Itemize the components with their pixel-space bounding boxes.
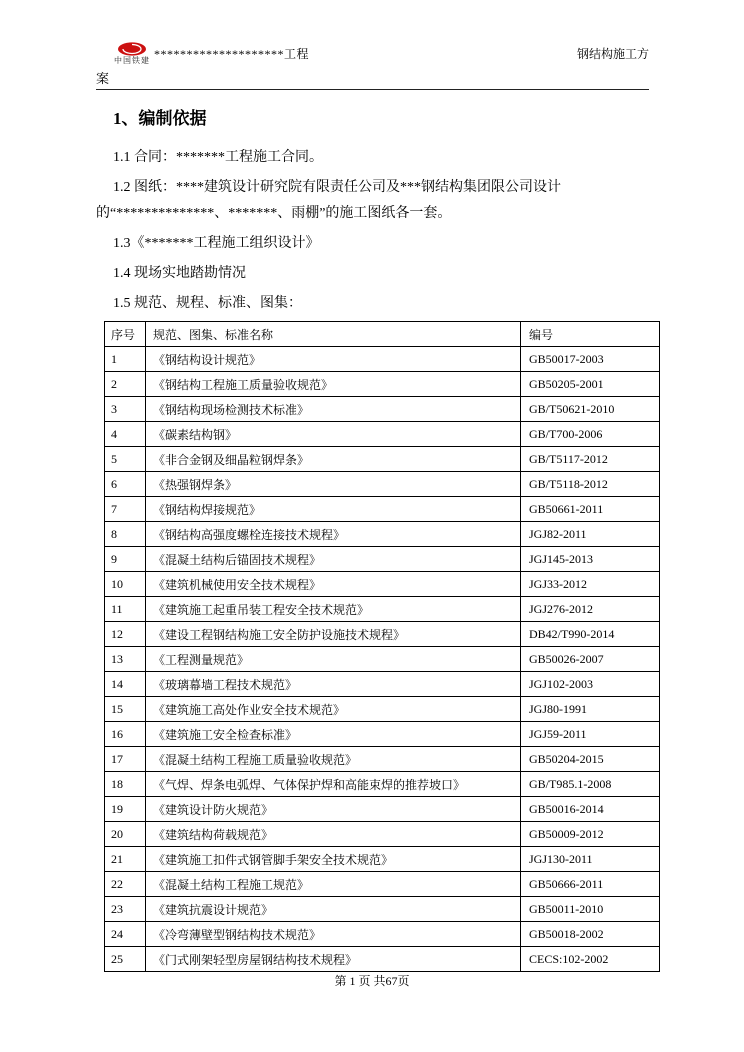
table-cell-no: 1 bbox=[105, 347, 146, 372]
table-row bbox=[105, 847, 660, 872]
table-header-cell: 规范、图集、标准名称 bbox=[146, 322, 521, 347]
standards-table-header-row bbox=[105, 322, 660, 347]
table-cell-name: 《工程测量规范》 bbox=[146, 647, 521, 672]
table-cell-name: 《非合金钢及细晶粒钢焊条》 bbox=[146, 447, 521, 472]
table-cell-name: 《建筑抗震设计规范》 bbox=[146, 897, 521, 922]
table-cell-name: 《建筑施工安全检查标准》 bbox=[146, 722, 521, 747]
table-cell-no: 10 bbox=[105, 572, 146, 597]
table-cell-code: CECS:102-2002 bbox=[521, 947, 660, 972]
table-cell-code: GB/T700-2006 bbox=[521, 422, 660, 447]
table-row bbox=[105, 747, 660, 772]
logo-caption: 中国铁建 bbox=[114, 56, 150, 65]
table-header-cell: 编号 bbox=[521, 322, 660, 347]
table-cell-no: 14 bbox=[105, 672, 146, 697]
table-row bbox=[105, 722, 660, 747]
crcc-logo bbox=[114, 42, 150, 65]
table-cell-no: 24 bbox=[105, 922, 146, 947]
table-cell-code: GB50661-2011 bbox=[521, 497, 660, 522]
table-cell-no: 12 bbox=[105, 622, 146, 647]
table-cell-name: 《建筑机械使用安全技术规程》 bbox=[146, 572, 521, 597]
table-cell-no: 20 bbox=[105, 822, 146, 847]
table-cell-code: GB50018-2002 bbox=[521, 922, 660, 947]
table-cell-code: JGJ59-2011 bbox=[521, 722, 660, 747]
paragraph-contract: 1.1 合同：*******工程施工合同。 bbox=[113, 150, 323, 165]
header-project-text: ********************工程 bbox=[154, 47, 310, 61]
table-row bbox=[105, 822, 660, 847]
table-cell-no: 8 bbox=[105, 522, 146, 547]
crcc-logo-icon bbox=[117, 42, 147, 56]
table-cell-code: GB/T5117-2012 bbox=[521, 447, 660, 472]
table-row bbox=[105, 547, 660, 572]
header-wrapped-char: 案 bbox=[96, 71, 110, 86]
table-cell-no: 22 bbox=[105, 872, 146, 897]
table-row bbox=[105, 697, 660, 722]
table-row bbox=[105, 497, 660, 522]
page-content bbox=[96, 42, 649, 972]
table-cell-code: GB50204-2015 bbox=[521, 747, 660, 772]
table-cell-no: 4 bbox=[105, 422, 146, 447]
table-cell-name: 《混凝土结构工程施工质量验收规范》 bbox=[146, 747, 521, 772]
table-row bbox=[105, 897, 660, 922]
table-row bbox=[105, 672, 660, 697]
table-cell-code: GB50016-2014 bbox=[521, 797, 660, 822]
paragraph-drawings: 1.2 图纸：****建筑设计研究院有限责任公司及***钢结构集团限公司设计的“**************、*******、雨棚”的施工图纸各一套。 bbox=[96, 180, 561, 221]
table-row bbox=[105, 797, 660, 822]
table-row bbox=[105, 772, 660, 797]
table-cell-name: 《钢结构高强度螺栓连接技术规程》 bbox=[146, 522, 521, 547]
paragraph-org-design: 1.3《*******工程施工组织设计》 bbox=[113, 236, 320, 251]
table-row bbox=[105, 622, 660, 647]
table-cell-code: GB/T985.1-2008 bbox=[521, 772, 660, 797]
table-cell-code: JGJ145-2013 bbox=[521, 547, 660, 572]
table-cell-no: 6 bbox=[105, 472, 146, 497]
table-cell-code: JGJ276-2012 bbox=[521, 597, 660, 622]
paragraph-standards-intro: 1.5 规范、规程、标准、图集： bbox=[113, 296, 302, 311]
table-cell-name: 《钢结构焊接规范》 bbox=[146, 497, 521, 522]
table-cell-name: 《钢结构设计规范》 bbox=[146, 347, 521, 372]
table-cell-code: JGJ130-2011 bbox=[521, 847, 660, 872]
table-cell-name: 《建设工程钢结构施工安全防护设施技术规程》 bbox=[146, 622, 521, 647]
table-cell-code: GB50205-2001 bbox=[521, 372, 660, 397]
header-line-1 bbox=[96, 42, 649, 65]
table-cell-name: 《玻璃幕墙工程技术规范》 bbox=[146, 672, 521, 697]
table-cell-code: JGJ102-2003 bbox=[521, 672, 660, 697]
table-cell-code: GB50011-2010 bbox=[521, 897, 660, 922]
table-cell-no: 18 bbox=[105, 772, 146, 797]
table-cell-code: JGJ33-2012 bbox=[521, 572, 660, 597]
table-row bbox=[105, 347, 660, 372]
table-cell-no: 5 bbox=[105, 447, 146, 472]
table-cell-name: 《建筑结构荷载规范》 bbox=[146, 822, 521, 847]
table-row bbox=[105, 422, 660, 447]
table-cell-no: 16 bbox=[105, 722, 146, 747]
table-row bbox=[105, 872, 660, 897]
table-row bbox=[105, 947, 660, 972]
table-cell-name: 《碳素结构钢》 bbox=[146, 422, 521, 447]
table-cell-code: JGJ80-1991 bbox=[521, 697, 660, 722]
table-cell-code: DB42/T990-2014 bbox=[521, 622, 660, 647]
table-cell-name: 《冷弯薄壁型钢结构技术规范》 bbox=[146, 922, 521, 947]
table-cell-no: 7 bbox=[105, 497, 146, 522]
header-title-text: 钢结构施工方 bbox=[576, 47, 649, 61]
table-cell-name: 《建筑施工高处作业安全技术规范》 bbox=[146, 697, 521, 722]
table-cell-name: 《建筑施工扣件式钢管脚手架安全技术规范》 bbox=[146, 847, 521, 872]
page-footer: 第 1 页 共67页 bbox=[334, 974, 410, 988]
table-cell-code: GB50009-2012 bbox=[521, 822, 660, 847]
table-cell-name: 《建筑设计防火规范》 bbox=[146, 797, 521, 822]
table-cell-no: 2 bbox=[105, 372, 146, 397]
table-row bbox=[105, 647, 660, 672]
paragraph-site-survey: 1.4 现场实地踏勘情况 bbox=[113, 266, 246, 281]
table-cell-no: 21 bbox=[105, 847, 146, 872]
table-row bbox=[105, 597, 660, 622]
table-cell-no: 19 bbox=[105, 797, 146, 822]
table-cell-name: 《混凝土结构工程施工规范》 bbox=[146, 872, 521, 897]
table-cell-no: 15 bbox=[105, 697, 146, 722]
table-cell-no: 17 bbox=[105, 747, 146, 772]
standards-table bbox=[104, 321, 660, 972]
table-cell-no: 13 bbox=[105, 647, 146, 672]
table-row bbox=[105, 922, 660, 947]
table-cell-no: 23 bbox=[105, 897, 146, 922]
table-row bbox=[105, 472, 660, 497]
table-cell-no: 25 bbox=[105, 947, 146, 972]
table-cell-name: 《门式刚架轻型房屋钢结构技术规程》 bbox=[146, 947, 521, 972]
standards-table-body bbox=[105, 347, 660, 972]
table-cell-name: 《气焊、焊条电弧焊、气体保护焊和高能束焊的推荐坡口》 bbox=[146, 772, 521, 797]
table-cell-code: GB/T50621-2010 bbox=[521, 397, 660, 422]
table-cell-no: 9 bbox=[105, 547, 146, 572]
table-row bbox=[105, 572, 660, 597]
table-row bbox=[105, 372, 660, 397]
table-row bbox=[105, 397, 660, 422]
page-header bbox=[96, 42, 649, 90]
section-heading: 1、编制依据 bbox=[113, 109, 207, 128]
table-cell-no: 11 bbox=[105, 597, 146, 622]
table-cell-name: 《建筑施工起重吊装工程安全技术规范》 bbox=[146, 597, 521, 622]
table-cell-no: 3 bbox=[105, 397, 146, 422]
table-cell-code: JGJ82-2011 bbox=[521, 522, 660, 547]
table-row bbox=[105, 522, 660, 547]
table-row bbox=[105, 447, 660, 472]
table-cell-name: 《热强钢焊条》 bbox=[146, 472, 521, 497]
table-cell-code: GB50017-2003 bbox=[521, 347, 660, 372]
table-cell-code: GB/T5118-2012 bbox=[521, 472, 660, 497]
table-cell-code: GB50666-2011 bbox=[521, 872, 660, 897]
table-cell-name: 《钢结构工程施工质量验收规范》 bbox=[146, 372, 521, 397]
table-cell-code: GB50026-2007 bbox=[521, 647, 660, 672]
table-header-cell: 序号 bbox=[105, 322, 146, 347]
table-cell-name: 《混凝土结构后锚固技术规程》 bbox=[146, 547, 521, 572]
table-cell-name: 《钢结构现场检测技术标准》 bbox=[146, 397, 521, 422]
